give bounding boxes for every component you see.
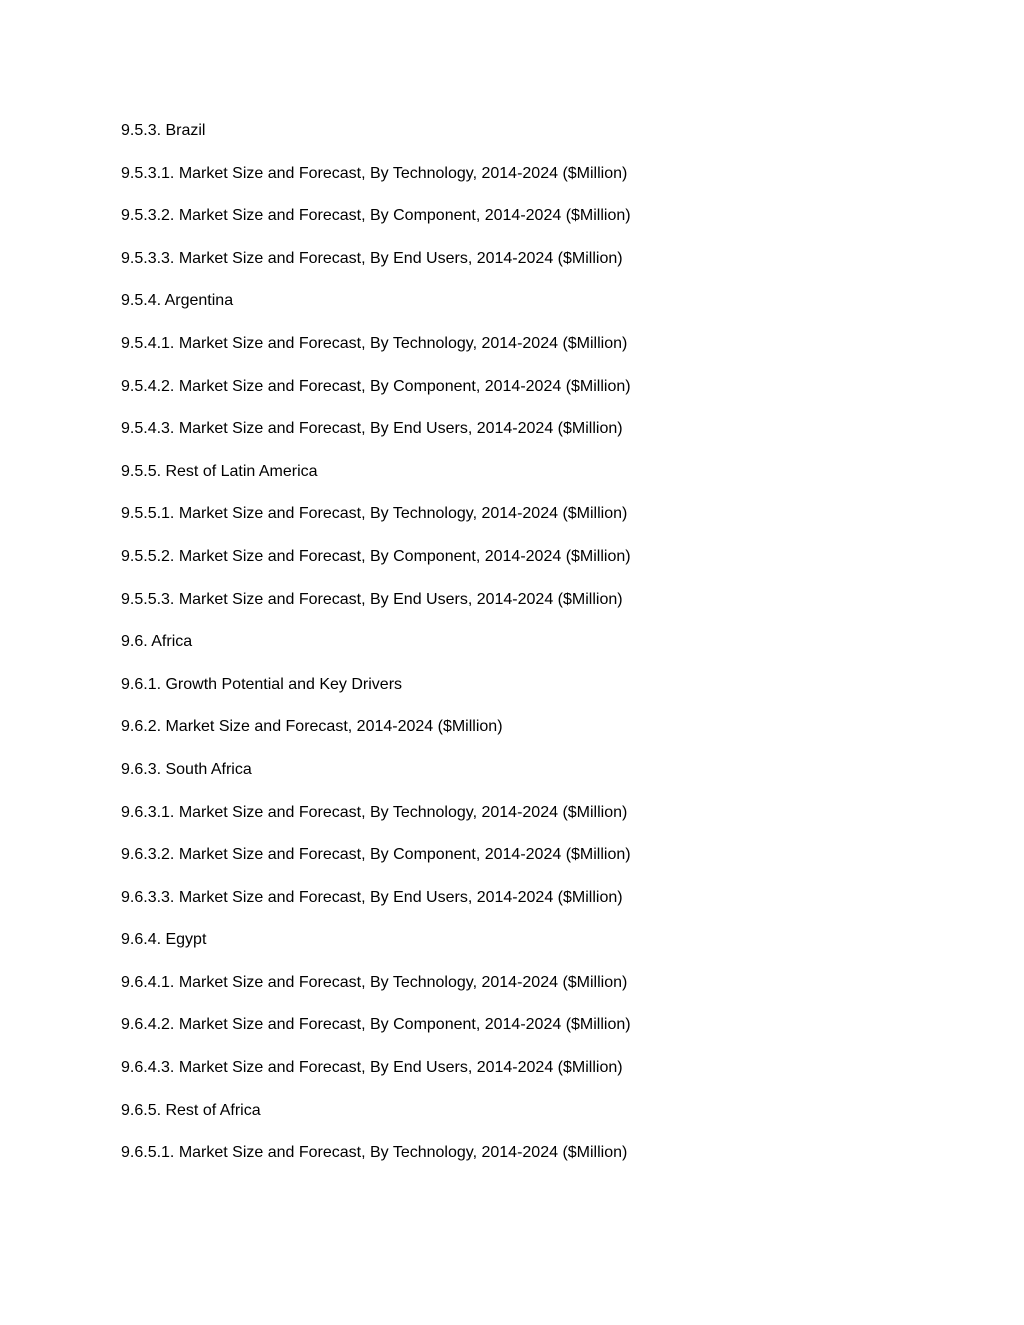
toc-entry: 9.5.3.1. Market Size and Forecast, By Technology, 2014-2024 ($Million) — [121, 164, 628, 182]
toc-entry: 9.5.5.1. Market Size and Forecast, By Technology, 2014-2024 ($Million) — [121, 505, 628, 523]
toc-entry: 9.5.4.3. Market Size and Forecast, By End Users, 2014-2024 ($Million) — [121, 420, 623, 438]
toc-entry: 9.5.5.2. Market Size and Forecast, By Component, 2014-2024 ($Million) — [121, 547, 631, 565]
toc-entry-rest-of-latin-america: 9.5.5. Rest of Latin America — [121, 462, 318, 480]
toc-entry: 9.6.4.3. Market Size and Forecast, By End Users, 2014-2024 ($Million) — [121, 1059, 623, 1077]
toc-entry: 9.5.4.1. Market Size and Forecast, By Technology, 2014-2024 ($Million) — [121, 334, 628, 352]
table-of-contents — [121, 121, 631, 1186]
toc-entry: 9.5.5.3. Market Size and Forecast, By End Users, 2014-2024 ($Million) — [121, 590, 623, 608]
toc-entry-rest-of-africa: 9.6.5. Rest of Africa — [121, 1101, 261, 1119]
toc-entry: 9.6.3.2. Market Size and Forecast, By Component, 2014-2024 ($Million) — [121, 846, 631, 864]
toc-entry: 9.6.2. Market Size and Forecast, 2014-2024 ($Million) — [121, 718, 503, 736]
toc-entry-south-africa: 9.6.3. South Africa — [121, 760, 252, 778]
toc-entry-egypt: 9.6.4. Egypt — [121, 931, 207, 949]
toc-entry: 9.6.4.2. Market Size and Forecast, By Component, 2014-2024 ($Million) — [121, 1016, 631, 1034]
toc-entry-brazil: 9.5.3. Brazil — [121, 122, 206, 139]
toc-entry: 9.6.3.3. Market Size and Forecast, By End Users, 2014-2024 ($Million) — [121, 888, 623, 906]
toc-entry: 9.5.3.3. Market Size and Forecast, By End Users, 2014-2024 ($Million) — [121, 249, 623, 267]
toc-entry: 9.6.1. Growth Potential and Key Drivers — [121, 675, 403, 693]
toc-entry: 9.6.5.1. Market Size and Forecast, By Technology, 2014-2024 ($Million) — [121, 1144, 628, 1162]
toc-entry: 9.5.4.2. Market Size and Forecast, By Component, 2014-2024 ($Million) — [121, 377, 631, 395]
toc-entry-africa: 9.6. Africa — [121, 633, 193, 651]
toc-entry: 9.6.3.1. Market Size and Forecast, By Technology, 2014-2024 ($Million) — [121, 803, 628, 821]
toc-entry: 9.5.3.2. Market Size and Forecast, By Component, 2014-2024 ($Million) — [121, 207, 631, 225]
toc-entry-argentina: 9.5.4. Argentina — [121, 292, 234, 310]
toc-entry: 9.6.4.1. Market Size and Forecast, By Technology, 2014-2024 ($Million) — [121, 973, 628, 991]
